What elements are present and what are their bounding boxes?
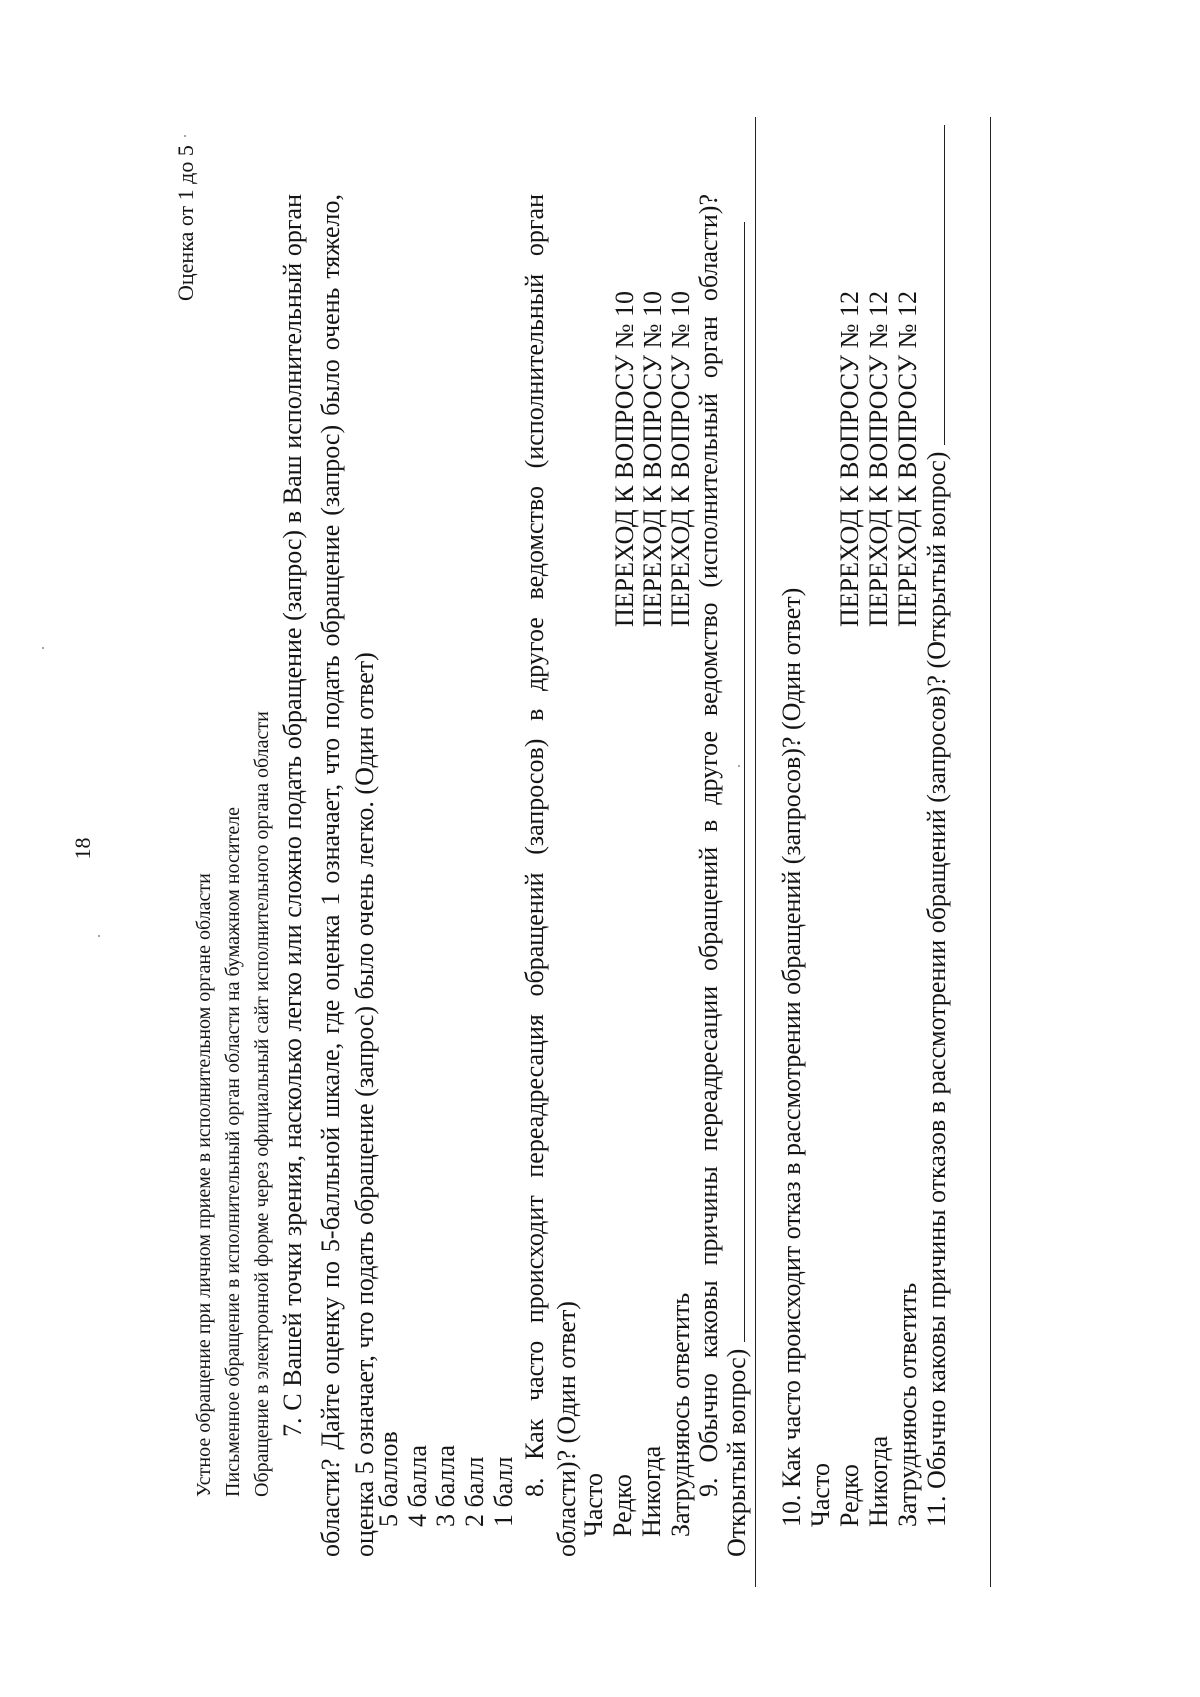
q11-answer-line xyxy=(922,125,945,445)
q10-option-hard-to-say: Затрудняюсь ответить xyxy=(893,1282,922,1527)
scan-speck xyxy=(98,935,100,937)
q10-line-1: 10. Как часто происходит отказ в рассмотрении обращений (запросов)? (Один ответ) xyxy=(777,587,806,1527)
q7-option-5: 5 баллов xyxy=(374,1431,403,1527)
q10-option-rarely: Редко xyxy=(835,1464,864,1527)
q10-option-often: Часто xyxy=(806,1463,835,1527)
q7-line-1: 7. С Вашей точки зрения, насколько легко или сложно подать обращение (запрос) в Ваш исполнительный орган xyxy=(278,194,307,1437)
q7-option-2: 2 балл xyxy=(460,1456,489,1527)
score-hint: Оценка от 1 до 5 xyxy=(173,145,198,301)
q9-line-2 xyxy=(722,254,752,1557)
q8-option-hard-to-say: Затрудняюсь ответить xyxy=(666,1292,695,1537)
q11-line-1 xyxy=(922,224,952,1527)
q7-option-3: 3 балла xyxy=(431,1445,460,1527)
q9-line-1: 9. Обычно каковы причины переадресации обращений в другое ведомство (исполнительный орган области)? xyxy=(694,194,723,1497)
q8-option-often: Часто xyxy=(579,1473,608,1537)
q8-line-2: области)? (Один ответ) xyxy=(552,1301,581,1557)
q8-goto-never: ПЕРЕХОД К ВОПРОСУ № 10 xyxy=(666,291,695,627)
scan-speck xyxy=(42,647,44,649)
channel-oral: Устное обращение при личном приеме в исполнительном органе области xyxy=(193,873,215,1497)
channel-electronic: Обращение в электронной форме через официальный сайт исполнительного органа области xyxy=(251,711,273,1497)
page-number: 18 xyxy=(70,837,95,860)
q7-option-4: 4 балла xyxy=(403,1445,432,1527)
q10-option-never: Никогда xyxy=(864,1435,893,1527)
q8-option-rarely: Редко xyxy=(608,1474,637,1537)
q10-goto-rarely: ПЕРЕХОД К ВОПРОСУ № 12 xyxy=(864,291,893,627)
q7-option-1: 1 балл xyxy=(489,1456,518,1527)
q8-option-never: Никогда xyxy=(637,1445,666,1537)
separator-rule-2 xyxy=(990,117,991,1587)
q8-line-1: 8. Как часто происходит переадресация обращений (запросов) в другое ведомство (исполнительный орган xyxy=(520,194,549,1497)
channel-paper: Письменное обращение в исполнительный орган области на бумажном носителе xyxy=(222,806,244,1497)
q9-open-label: Открытый вопрос) xyxy=(722,1348,751,1557)
q10-goto-often: ПЕРЕХОД К ВОПРОСУ № 12 xyxy=(835,291,864,627)
q9-answer-line xyxy=(722,222,745,1342)
q8-goto-rarely: ПЕРЕХОД К ВОПРОСУ № 10 xyxy=(638,291,667,627)
q7-line-2: области? Дайте оценку по 5-балльной шкале, где оценка 1 означает, что подать обращение (запрос) было очень тяжело, xyxy=(316,194,345,1557)
q11-question: 11. Обычно каковы причины отказов в рассмотрении обращений (запросов)? (Открытый вопрос) xyxy=(922,451,951,1527)
scan-speck xyxy=(184,135,186,137)
q7-line-3: оценка 5 означает, что подать обращение (запрос) было очень легко. (Один ответ) xyxy=(350,652,379,1557)
scan-speck xyxy=(738,765,740,767)
separator-rule-1 xyxy=(755,117,756,1587)
q10-goto-never: ПЕРЕХОД К ВОПРОСУ № 12 xyxy=(893,291,922,627)
q8-goto-often: ПЕРЕХОД К ВОПРОСУ № 10 xyxy=(610,291,639,627)
